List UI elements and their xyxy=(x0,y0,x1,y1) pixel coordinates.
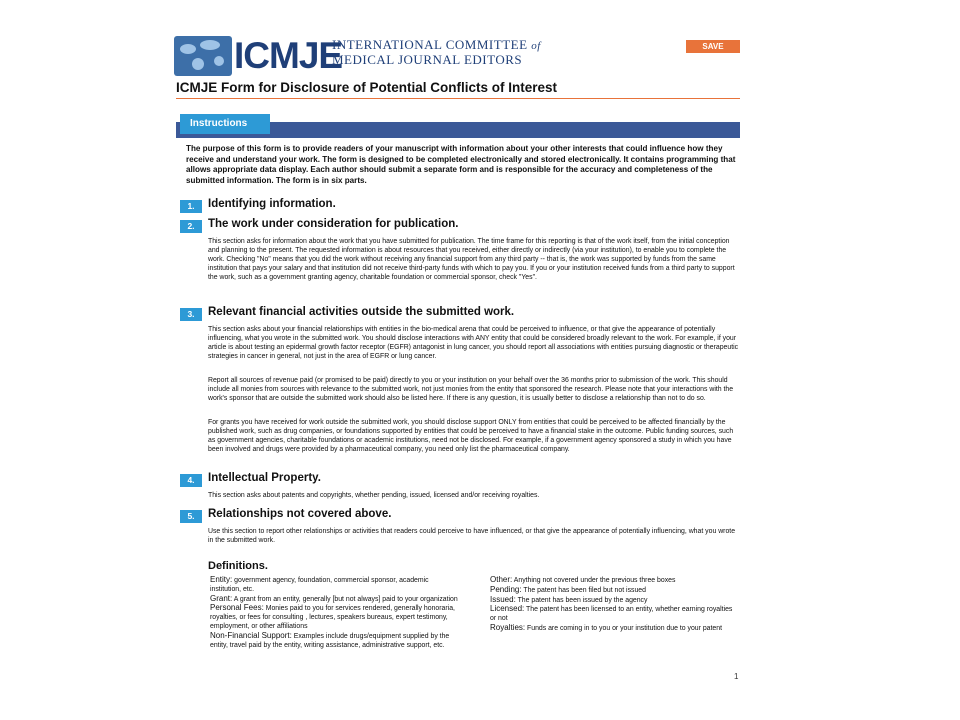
form-page xyxy=(170,28,750,688)
section-paragraph: This section asks about your financial relationships with entities in the bio-medical arena that could be perceived to influence, or that give the appearance of potentially influencing, what you wrote in the submitted work. You should disclose interactions with ANY entity that could be considered broadly relevant to the work. For example, if your article is about testing an epidermal growth factor receptor (EGFR) antagonist in lung cancer, you should report all associations with entities pursuing diagnostic or therapeutic strategies in cancer in general, not just in the area of EGFR or lung cancer. xyxy=(208,326,739,361)
definition-text: The patent has been filed but not issued xyxy=(521,586,646,594)
definition-term: Grant: xyxy=(210,593,233,603)
definition-term: Royalties: xyxy=(490,622,526,632)
definitions-title: Definitions. xyxy=(208,560,268,572)
section-title: Intellectual Property. xyxy=(208,472,321,484)
section-paragraph: Use this section to report other relationships or activities that readers could perceive to have influenced, or that give the appearance of potentially influencing, what you wrote in the submitted work. xyxy=(208,528,736,545)
definition-text: The patent has been licensed to an entity, whether earning royalties or not xyxy=(490,606,733,623)
definition-item xyxy=(210,576,460,595)
definition-text: Monies paid to you for services rendered, generally honoraria, royalties, or fees for consulting , lectures, speakers bureaus, expert testimony, employment, or other affiliations xyxy=(210,605,455,630)
section-paragraph: For grants you have received for work outside the submitted work, you should disclose support ONLY from entities that could be perceived to be affected financially by the published work, such as drug companies, or foundations supported by entities that could be perceived to have a financial stake in the outcome. Public funding sources, such as government agencies, charitable foundations or academic institutions, need not be disclosed. For example, if a government agency sponsored a study in which you have been involved and drugs were provided by a pharmaceutical company, you need only list the pharmaceutical company. xyxy=(208,419,734,454)
globe-icon xyxy=(174,36,232,76)
section-title: Relationships not covered above. xyxy=(208,508,392,520)
section-title: Relevant financial activities outside the submitted work. xyxy=(208,306,515,318)
definitions-right xyxy=(490,576,738,634)
definition-term: Pending: xyxy=(490,584,522,594)
definitions-left xyxy=(210,576,460,650)
icmje-logo xyxy=(174,34,343,78)
definition-term: Licensed: xyxy=(490,604,525,614)
org-line-2: MEDICAL JOURNAL EDITORS xyxy=(332,52,523,67)
section-number: 3. xyxy=(180,308,202,321)
definition-term: Other: xyxy=(490,575,513,584)
definition-term: Personal Fees: xyxy=(210,603,264,613)
org-line-1: INTERNATIONAL COMMITTEE xyxy=(332,37,528,52)
definition-item xyxy=(490,596,738,606)
org-of: of xyxy=(531,40,541,52)
definition-text: government agency, foundation, commercial sponsor, academic institution, etc. xyxy=(210,577,429,593)
definition-item xyxy=(490,586,738,596)
section-paragraph: This section asks for information about the work that you have submitted for publication. The time frame for this reporting is that of the work itself, from the initial conception and planning to the present. The requested information is about resources that you received, either directly or indirectly (via your institution), to enable you to complete the work. Checking "No" means that you did the work without receiving any financial support from any third party -- that is, the work was supported by funds from the same institution that pays your salary and that institution did not receive third-party funds with which to pay you. If you or your institution received funds from a third party to support the work, such as a government granting agency, charitable foundation or commercial sponsor, check "Yes". xyxy=(208,238,735,282)
section-paragraph: This section asks about patents and copyrights, whether pending, issued, licensed and/or receiving royalties. xyxy=(208,492,540,499)
definition-item xyxy=(490,624,738,634)
organization-name xyxy=(332,38,552,67)
definition-term: Non-Financial Support: xyxy=(210,630,292,640)
section-title: Identifying information. xyxy=(208,198,336,210)
definition-text: The patent has been issued by the agency xyxy=(515,596,648,604)
definition-term: Issued: xyxy=(490,594,516,604)
section-title: The work under consideration for publication. xyxy=(208,218,459,230)
definition-item xyxy=(490,605,738,624)
definition-item xyxy=(210,604,460,631)
definition-text: Examples include drugs/equipment supplied by the entity, travel paid by the entity, writing assistance, administrative support, etc. xyxy=(210,632,450,649)
section-number: 4. xyxy=(180,474,202,487)
save-button[interactable]: SAVE xyxy=(686,40,740,53)
definition-text: Anything not covered under the previous three boxes xyxy=(512,577,676,584)
title-divider xyxy=(176,98,740,99)
definition-text: Funds are coming in to you or your institution due to your patent xyxy=(525,624,723,632)
section-paragraph: Report all sources of revenue paid (or promised to be paid) directly to you or your institution on your behalf over the 36 months prior to submission of the work. This should include all monies from sources with relevance to the submitted work, not just monies from the entity that sponsored the research. Please note that your interactions with the work's sponsor that are outside the submitted work should also be listed here. If there is any question, it is usually better to disclose a relationship than not to do so. xyxy=(208,377,734,403)
section-number: 1. xyxy=(180,200,202,213)
definition-item xyxy=(210,632,460,651)
section-number: 2. xyxy=(180,220,202,233)
definition-text: A grant from an entity, generally [but not always] paid to your organization xyxy=(232,595,458,603)
page-number: 1 xyxy=(734,672,739,681)
definition-term: Entity: xyxy=(210,575,233,584)
instructions-tab: Instructions xyxy=(180,114,270,134)
section-number: 5. xyxy=(180,510,202,523)
page-title: ICMJE Form for Disclosure of Potential Conflicts of Interest xyxy=(176,80,558,95)
definition-item xyxy=(490,576,738,586)
logo-text: ICMJE xyxy=(234,35,343,76)
instructions-intro: The purpose of this form is to provide readers of your manuscript with information about your other interests that could influence how they receive and understand your work. The form is designed to be completed electronically and stored electronically. It contains programming that allows appropriate data display. Each author should submit a separate form and is responsible for the accuracy and completeness of the submitted information. The form is in six parts. xyxy=(186,144,736,185)
